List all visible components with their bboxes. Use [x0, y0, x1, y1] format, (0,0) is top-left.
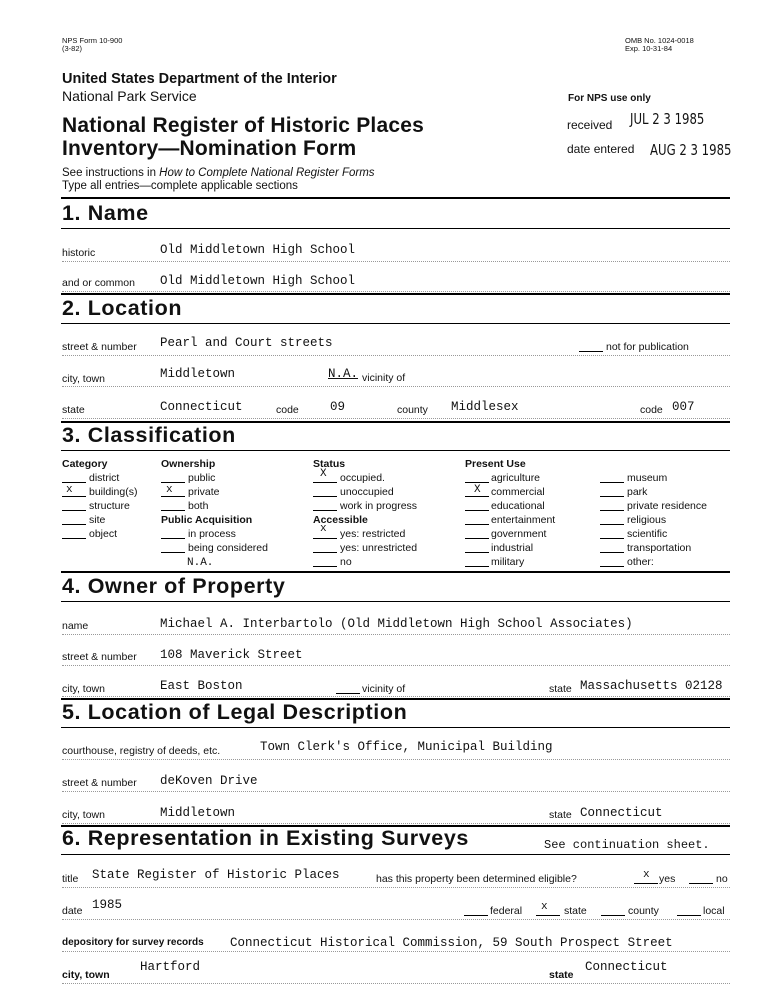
checkbox-blank[interactable]: [161, 538, 185, 539]
checkbox-blank[interactable]: [600, 524, 624, 525]
use-park: park: [627, 486, 648, 498]
use-industrial: industrial: [491, 542, 534, 554]
eligible-no-label: no: [716, 873, 728, 885]
category-building-mark[interactable]: x: [66, 484, 73, 496]
nps-use-heading: For NPS use only: [568, 93, 651, 104]
checkbox-blank[interactable]: [313, 510, 337, 511]
street-number-label: street & number: [62, 341, 137, 353]
checkbox-blank[interactable]: [600, 510, 624, 511]
owner-city-label: city, town: [62, 683, 105, 695]
section-1-heading: 1. Name: [62, 201, 149, 225]
instructions-line1: See instructions in How to Complete National Register Forms: [62, 167, 375, 179]
form-number: NPS Form 10-900: [62, 36, 123, 45]
state-survey-label: state: [564, 905, 587, 917]
checkbox-blank[interactable]: [62, 482, 86, 483]
use-transportation: transportation: [627, 542, 692, 554]
county-code-label: code: [640, 404, 663, 416]
date-entered-stamp: AUG 2 3 1985: [650, 141, 732, 159]
section-rule: [61, 323, 730, 324]
category-structure: structure: [89, 500, 130, 512]
checkbox-blank[interactable]: [161, 496, 185, 497]
field-line: [62, 696, 730, 697]
ownership-private: private: [188, 486, 220, 498]
checkbox-blank[interactable]: [601, 915, 625, 916]
county-field[interactable]: Middlesex: [451, 400, 519, 414]
county-survey-label: county: [628, 905, 659, 917]
category-object: object: [89, 528, 118, 540]
use-private-residence: private residence: [627, 500, 707, 512]
checkbox-blank[interactable]: [313, 566, 337, 567]
section-rule: [61, 228, 730, 229]
owner-name-label: name: [62, 620, 89, 632]
section-rule: [61, 450, 730, 451]
field-line: [62, 823, 730, 824]
status-occupied-mark[interactable]: X: [320, 468, 327, 480]
common-name-field[interactable]: Old Middletown High School: [160, 274, 356, 288]
field-line: [62, 919, 730, 920]
not-for-publication-label: not for publication: [606, 341, 689, 353]
checkbox-blank[interactable]: [536, 915, 560, 916]
section-rule: [61, 727, 730, 728]
legal-city-label: city, town: [62, 809, 105, 821]
eligible-yes-label: yes: [659, 873, 676, 885]
section-6-heading: 6. Representation in Existing Surveys: [62, 826, 469, 850]
vicinity-label: vicinity of: [362, 372, 406, 384]
use-entertainment: entertainment: [491, 514, 556, 526]
state-field[interactable]: Connecticut: [160, 400, 243, 414]
category-heading: Category: [62, 458, 108, 470]
owner-street-label: street & number: [62, 651, 137, 663]
ownership-both: both: [188, 500, 209, 512]
checkbox-blank[interactable]: [465, 552, 489, 553]
status-occupied: occupied.: [340, 472, 385, 484]
ownership-heading: Ownership: [161, 458, 216, 470]
received-label: received: [567, 118, 613, 132]
owner-state-label: state: [549, 683, 572, 695]
state-code-field[interactable]: 09: [330, 400, 346, 414]
checkbox-blank[interactable]: [313, 552, 337, 553]
vicinity-mark[interactable]: N.A.: [328, 367, 359, 381]
city-label: city, town: [62, 373, 105, 385]
acquisition-in-process: in process: [188, 528, 236, 540]
field-line: [62, 759, 730, 760]
owner-state-field[interactable]: Massachusetts 02128: [580, 679, 723, 693]
field-line: [62, 634, 730, 635]
checkbox-blank[interactable]: [600, 538, 624, 539]
checkbox-blank[interactable]: [600, 482, 624, 483]
section-2-heading: 2. Location: [62, 296, 183, 320]
acquisition-na: N.A.: [187, 557, 214, 569]
field-line: [62, 355, 730, 356]
category-district: district: [89, 472, 120, 484]
checkbox-blank[interactable]: [579, 351, 603, 352]
section-5-heading: 5. Location of Legal Description: [62, 700, 408, 724]
accessible-restricted-mark[interactable]: x: [320, 523, 327, 535]
use-museum: museum: [627, 472, 668, 484]
ownership-public: public: [188, 472, 216, 484]
depository-field[interactable]: Connecticut Historical Commission, 59 South Prospect Street: [230, 936, 673, 950]
checkbox-blank[interactable]: [465, 566, 489, 567]
checkbox-blank[interactable]: [677, 915, 701, 916]
depository-label: depository for survey records: [62, 937, 204, 948]
survey-title-label: title: [62, 873, 79, 885]
omb-number: OMB No. 1024-0018: [625, 36, 694, 45]
checkbox-blank[interactable]: [465, 538, 489, 539]
common-name-label: and or common: [62, 277, 135, 289]
checkbox-blank[interactable]: [464, 915, 488, 916]
status-heading: Status: [313, 458, 346, 470]
checkbox-blank[interactable]: [161, 552, 185, 553]
state-survey-mark[interactable]: x: [541, 901, 548, 913]
section-rule: [61, 601, 730, 602]
use-commercial-mark[interactable]: X: [474, 484, 481, 496]
legal-city-field[interactable]: Middletown: [160, 806, 236, 820]
checkbox-blank[interactable]: [600, 566, 624, 567]
city-field[interactable]: Middletown: [160, 367, 236, 381]
field-line: [62, 983, 730, 984]
code-label: code: [276, 404, 299, 416]
legal-state-field[interactable]: Connecticut: [580, 806, 663, 820]
use-military: military: [491, 556, 525, 568]
category-buildings: building(s): [89, 486, 138, 498]
checkbox-blank[interactable]: [689, 883, 713, 884]
present-use-heading: Present Use: [465, 458, 526, 470]
checkbox-blank[interactable]: [313, 482, 337, 483]
checkbox-blank[interactable]: [336, 693, 360, 694]
use-commercial: commercial: [491, 486, 545, 498]
section-rule: [61, 293, 730, 295]
checkbox-blank[interactable]: [465, 510, 489, 511]
checkbox-blank[interactable]: [62, 510, 86, 511]
owner-name-field[interactable]: Michael A. Interbartolo (Old Middletown High School Associates): [160, 617, 633, 631]
owner-street-field[interactable]: 108 Maverick Street: [160, 648, 303, 662]
field-line: [62, 791, 730, 792]
checkbox-blank[interactable]: [465, 482, 489, 483]
section-rule: [61, 571, 730, 573]
accessible-restricted: yes: restricted: [340, 528, 406, 540]
county-label: county: [397, 404, 428, 416]
checkbox-blank[interactable]: [161, 510, 185, 511]
use-religious: religious: [627, 514, 667, 526]
acquisition-heading: Public Acquisition: [161, 514, 253, 526]
county-code-field[interactable]: 007: [672, 400, 695, 414]
checkbox-blank[interactable]: [62, 538, 86, 539]
checkbox-blank[interactable]: [62, 524, 86, 525]
checkbox-blank[interactable]: [600, 496, 624, 497]
depository-city-field[interactable]: Hartford: [140, 960, 201, 974]
state-label: state: [62, 404, 85, 416]
field-line: [62, 418, 730, 419]
field-line: [62, 261, 730, 262]
checkbox-blank[interactable]: [313, 496, 337, 497]
use-other: other:: [627, 556, 654, 568]
survey-title-field[interactable]: State Register of Historic Places: [92, 868, 340, 882]
legal-state-label: state: [549, 809, 572, 821]
depository-city-label: city, town: [62, 969, 110, 981]
legal-street-field[interactable]: deKoven Drive: [160, 774, 258, 788]
continuation-note: See continuation sheet.: [544, 838, 710, 852]
use-government: government: [491, 528, 547, 540]
checkbox-blank[interactable]: [313, 538, 337, 539]
instructions-line2: Type all entries—complete applicable sections: [62, 180, 298, 192]
use-educational: educational: [491, 500, 545, 512]
survey-date-label: date: [62, 905, 83, 917]
survey-date-field[interactable]: 1985: [92, 898, 123, 912]
acquisition-being-considered: being considered: [188, 542, 268, 554]
agency-department: United States Department of the Interior: [62, 71, 337, 87]
section-4-heading: 4. Owner of Property: [62, 574, 286, 598]
use-scientific: scientific: [627, 528, 668, 540]
eligible-question: has this property been determined eligible?: [376, 873, 577, 885]
checkbox-blank[interactable]: [634, 883, 658, 884]
field-line: [62, 665, 730, 666]
section-rule: [61, 197, 730, 199]
section-rule: [61, 854, 730, 855]
form-subtitle: Inventory—Nomination Form: [62, 137, 357, 160]
depository-state-field[interactable]: Connecticut: [585, 960, 668, 974]
agency-service: National Park Service: [62, 88, 197, 104]
street-field[interactable]: Pearl and Court streets: [160, 336, 333, 350]
local-survey-label: local: [703, 905, 725, 917]
checkbox-blank[interactable]: [465, 524, 489, 525]
eligible-yes-mark[interactable]: x: [643, 869, 650, 881]
courthouse-field[interactable]: Town Clerk's Office, Municipal Building: [260, 740, 553, 754]
status-work-in-progress: work in progress: [340, 500, 418, 512]
section-3-heading: 3. Classification: [62, 423, 236, 447]
field-line: [62, 951, 730, 952]
historic-label: historic: [62, 247, 96, 259]
checkbox-blank[interactable]: [62, 496, 86, 497]
federal-label: federal: [490, 905, 523, 917]
accessible-heading: Accessible: [313, 514, 368, 526]
field-line: [62, 887, 730, 888]
courthouse-label: courthouse, registry of deeds, etc.: [62, 745, 221, 757]
legal-street-label: street & number: [62, 777, 137, 789]
historic-name-field[interactable]: Old Middletown High School: [160, 243, 356, 257]
owner-vicinity-label: vicinity of: [362, 683, 406, 695]
received-stamp: JUL 2 3 1985: [630, 110, 705, 128]
depository-state-label: state: [549, 969, 574, 981]
checkbox-blank[interactable]: [161, 482, 185, 483]
omb-expiration: Exp. 10-31-84: [625, 44, 673, 53]
field-line: [62, 291, 730, 292]
category-site: site: [89, 514, 106, 526]
form-title: National Register of Historic Places: [62, 114, 424, 137]
accessible-unrestricted: yes: unrestricted: [340, 542, 418, 554]
checkbox-blank[interactable]: [465, 496, 489, 497]
field-line: [62, 386, 730, 387]
checkbox-blank[interactable]: [600, 552, 624, 553]
ownership-private-mark[interactable]: x: [166, 484, 173, 496]
accessible-no: no: [340, 556, 352, 568]
form-revision: (3-82): [62, 44, 83, 53]
owner-city-field[interactable]: East Boston: [160, 679, 243, 693]
date-entered-label: date entered: [567, 142, 635, 156]
use-agriculture: agriculture: [491, 472, 541, 484]
status-unoccupied: unoccupied: [340, 486, 394, 498]
